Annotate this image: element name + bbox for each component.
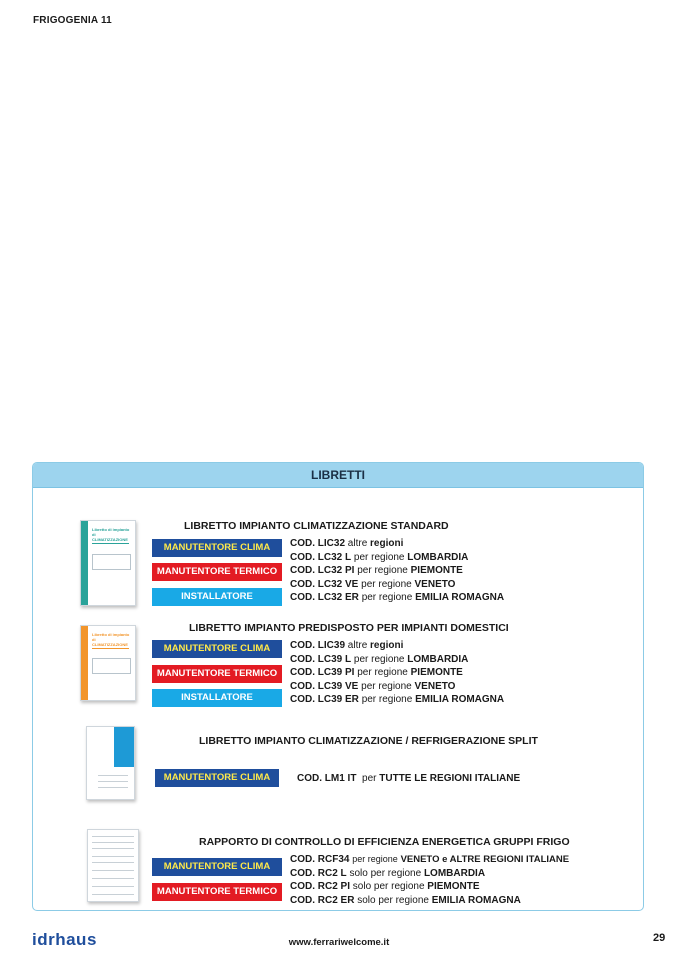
code-row: COD. LC32 VE per regione VENETO (290, 578, 456, 590)
booklet-thumbnail (80, 520, 136, 606)
badge-installatore: INSTALLATORE (152, 588, 282, 606)
code-list (290, 639, 504, 707)
badge-manutentore-termico: MANUTENTORE TERMICO (152, 883, 282, 901)
code-row: COD. LC32 ER per regione EMILIA ROMAGNA (290, 592, 505, 603)
badge-manutentore-clima: MANUTENTORE CLIMA (152, 640, 282, 658)
page-number: 29 (653, 932, 666, 944)
code-row: COD. LC39 L per regione LOMBARDIA (290, 653, 469, 665)
code-row: COD. LC32 PI per regione PIEMONTE (290, 565, 463, 576)
footer-website: www.ferrariwelcome.it (288, 937, 390, 948)
section-title: RAPPORTO DI CONTROLLO DI EFFICIENZA ENERGETICA GRUPPI FRIGO (199, 836, 570, 848)
code-row: COD. LIC32 altre regioni (290, 538, 404, 549)
booklet-thumbnail (80, 625, 136, 701)
code-list (290, 853, 569, 907)
code-row: COD. RC2 PI solo per regione PIEMONTE (290, 881, 480, 892)
code-row: COD. LC39 PI per regione PIEMONTE (290, 667, 463, 678)
libretti-panel (32, 462, 644, 911)
panel-title: LIBRETTI (33, 463, 643, 488)
badge-manutentore-clima: MANUTENTORE CLIMA (152, 858, 282, 876)
booklet-thumbnail (86, 726, 135, 800)
section-title: LIBRETTO IMPIANTO PREDISPOSTO PER IMPIANTI DOMESTICI (189, 622, 509, 634)
badge-installatore: INSTALLATORE (152, 689, 282, 707)
code-row: COD. LC39 ER per regione EMILIA ROMAGNA (290, 694, 505, 705)
code-list (290, 537, 504, 605)
thumbnail-title: Libretto di impianto di CLIMATIZZAZIONE (92, 632, 130, 647)
code-list (297, 772, 520, 786)
booklet-thumbnail (87, 829, 139, 902)
document-header: FRIGOGENIA 11 (33, 15, 112, 26)
code-row: COD. LM1 IT per TUTTE LE REGIONI ITALIANE (297, 773, 521, 784)
code-row: COD. RCF34 per regione VENETO e ALTRE REGIONI ITALIANE (290, 854, 570, 865)
section-title: LIBRETTO IMPIANTO CLIMATIZZAZIONE STANDARD (184, 520, 449, 532)
code-row: COD. RC2 L solo per regione LOMBARDIA (290, 867, 486, 879)
thumbnail-title: Libretto di impianto di CLIMATIZZAZIONE (92, 527, 130, 542)
badge-manutentore-clima: MANUTENTORE CLIMA (152, 539, 282, 557)
badge-manutentore-termico: MANUTENTORE TERMICO (152, 563, 282, 581)
section-title: LIBRETTO IMPIANTO CLIMATIZZAZIONE / REFRIGERAZIONE SPLIT (199, 735, 538, 747)
idrhaus-logo: idrhaus (32, 930, 97, 949)
code-row: COD. RC2 ER solo per regione EMILIA ROMAGNA (290, 894, 521, 906)
badge-manutentore-termico: MANUTENTORE TERMICO (152, 665, 282, 683)
code-row: COD. LC32 L per regione LOMBARDIA (290, 551, 469, 563)
badge-manutentore-clima: MANUTENTORE CLIMA (155, 769, 279, 787)
code-row: COD. LIC39 altre regioni (290, 640, 404, 651)
code-row: COD. LC39 VE per regione VENETO (290, 680, 456, 692)
